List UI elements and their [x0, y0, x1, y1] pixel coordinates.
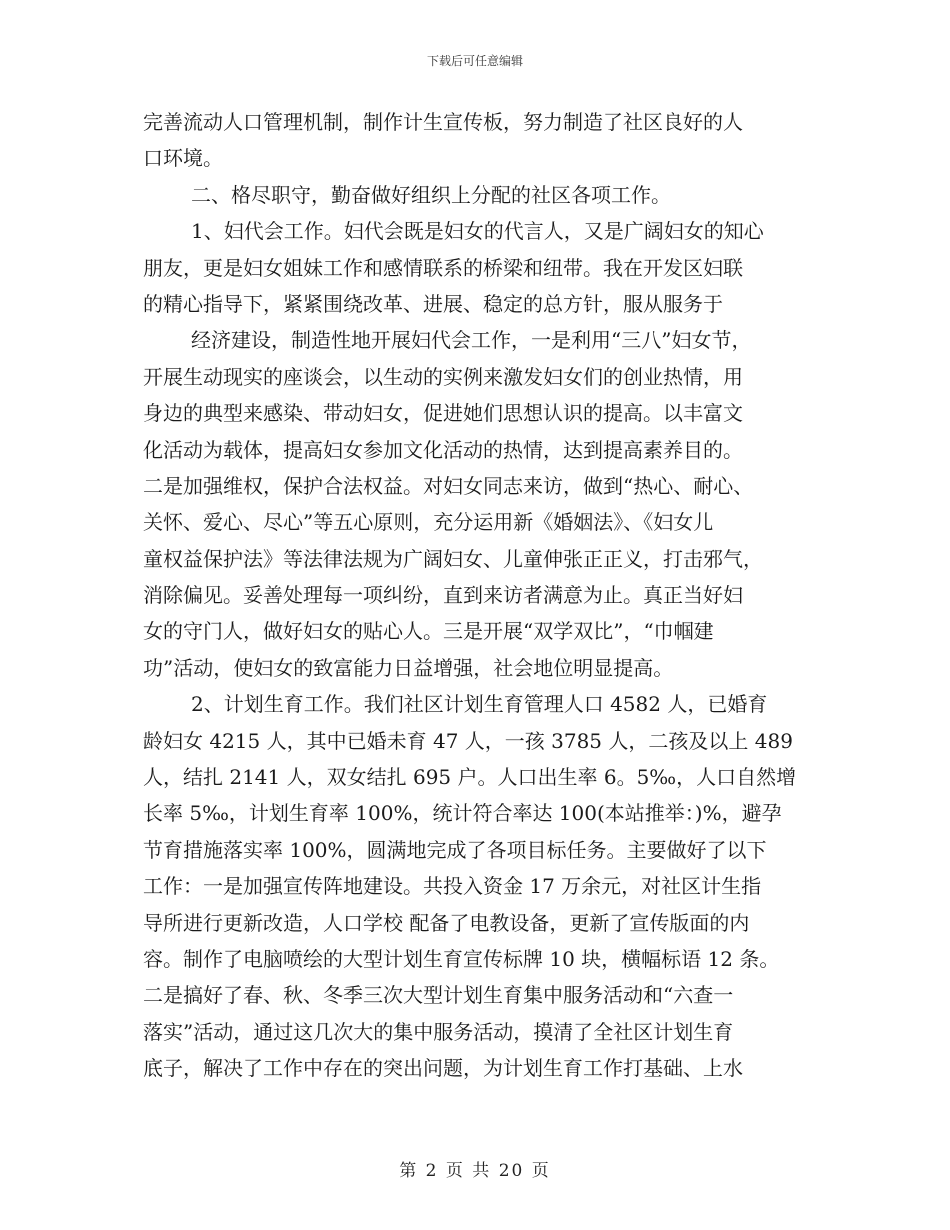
page-number-footer: 第 2 页 共 20 页: [399, 1161, 551, 1181]
section-heading: 二、格尽职守，勤奋做好组织上分配的社区各项工作。: [191, 182, 671, 207]
text-line: 开展生动现实的座谈会，以生动的实例来激发妇女们的创业热情，用: [143, 364, 743, 389]
text-line: 节育措施落实率 100%，圆满地完成了各项目标任务。主要做好了以下: [143, 837, 767, 862]
text-line: 导所进行更新改造，人口学校 配备了电教设备，更新了宣传版面的内: [143, 910, 750, 935]
text-line: 工作：一是加强宣传阵地建设。共投入资金 17 万余元，对社区计生指: [143, 874, 762, 899]
text-line: 容。制作了电脑喷绘的大型计划生育宣传标牌 10 块，横幅标语 12 条。: [143, 946, 780, 971]
text-line: 身边的典型来感染、带动妇女，促进她们思想认识的提高。以丰富文: [143, 401, 743, 426]
text-line: 的精心指导下，紧紧围绕改革、进展、稳定的总方针，服从服务于: [143, 291, 723, 316]
text-line: 长率 5‰，计划生育率 100%，统计符合率达 100(本站推举：)%，避孕: [143, 801, 782, 826]
text-line: 化活动为载体，提高妇女参加文化活动的热情，达到提高素养目的。: [143, 437, 743, 462]
text-line: 二是加强维权，保护合法权益。对妇女同志来访，做到“热心、耐心、: [143, 473, 754, 498]
paragraph-start: 2、计划生育工作。我们社区计划生育管理人口 4582 人，已婚育: [191, 692, 768, 717]
text-line: 底子，解决了工作中存在的突出问题，为计划生育工作打基础、上水: [143, 1056, 743, 1081]
text-line: 关怀、爱心、尽心”等五心原则，充分运用新《婚姻法》、《妇女儿: [143, 510, 714, 535]
text-line: 人，结扎 2141 人，双女结扎 695 户。人口出生率 6。5‰，人口自然增: [143, 765, 797, 790]
text-line: 朋友，更是妇女姐妹工作和感情联系的桥梁和纽带。我在开发区妇联: [143, 255, 743, 280]
page-header: 下载后可任意编辑: [426, 54, 523, 68]
text-line: 完善流动人口管理机制，制作计生宣传板，努力制造了社区良好的人: [143, 110, 743, 134]
text-line: 二是搞好了春、秋、冬季三次大型计划生育集中服务活动和“六查一: [143, 983, 734, 1008]
document-body: [143, 104, 809, 1087]
text-line: 龄妇女 4215 人，其中已婚未育 47 人，一孩 3785 人，二孩及以上 489: [143, 728, 793, 753]
paragraph-start: 经济建设，制造性地开展妇代会工作，一是利用“三八”妇女节，: [191, 328, 752, 353]
text-line: 落实”活动，通过这几次大的集中服务活动，摸清了全社区计划生育: [143, 1019, 734, 1044]
text-line: 口环境。: [143, 146, 223, 171]
paragraph-start: 1、妇代会工作。妇代会既是妇女的代言人，又是广阔妇女的知心: [191, 219, 764, 244]
text-line: 功”活动，使妇女的致富能力日益增强，社会地位明显提高。: [143, 655, 674, 680]
text-line: 消除偏见。妥善处理每一项纠纷，直到来访者满意为止。真正当好妇: [143, 583, 743, 608]
text-line: 女的守门人，做好妇女的贴心人。三是开展“双学双比”，“巾帼建: [143, 619, 714, 644]
text-line: 童权益保护法》等法律法规为广阔妇女、儿童伸张正正义，打击邪气，: [143, 546, 763, 571]
